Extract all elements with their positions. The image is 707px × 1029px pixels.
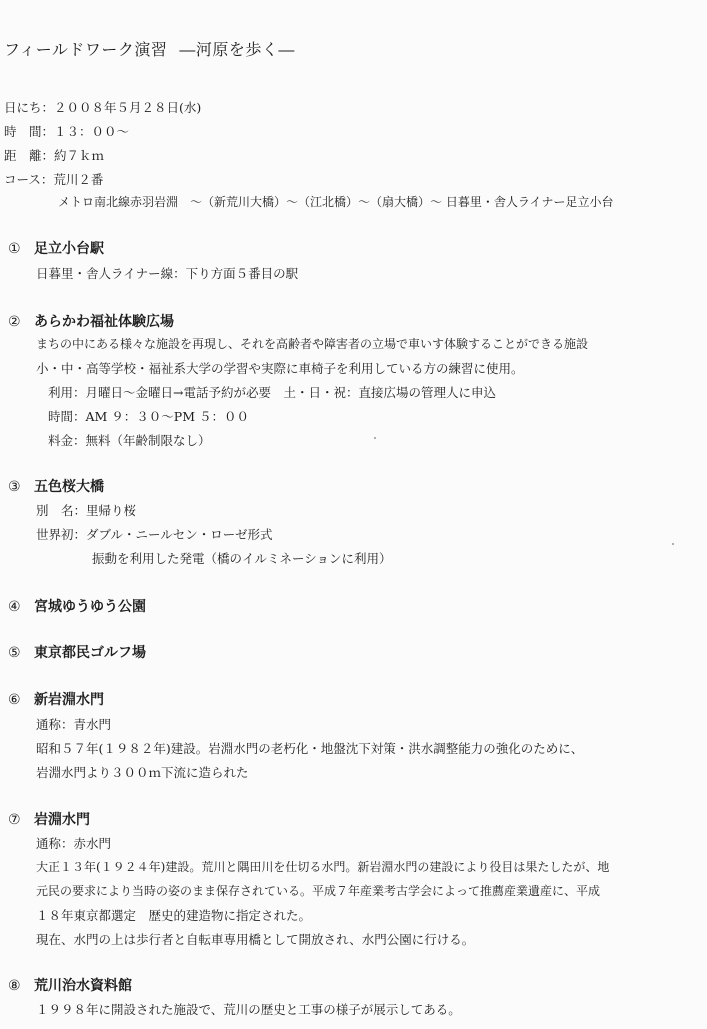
meta-date: 日にち：２００８年５月２８日(水) [4,100,202,115]
section-heading [8,689,104,709]
section-title: 東京都民ゴルフ場 [34,645,146,661]
section-title: 新岩淵水門 [34,692,104,708]
section-title: 五色桜大橋 [34,479,104,495]
section-number: ⑥ [8,692,21,708]
section-line: 世界初：ダブル・ニールセン・ローゼ形式 [36,527,273,542]
section-line: 利用：月曜日～金曜日→電話予約が必要 土・日・祝：直接広場の管理人に申込 [48,385,496,400]
section-heading [8,642,146,662]
section-heading [8,311,174,331]
section-number: ⑦ [8,812,21,828]
section-number: ① [8,241,21,257]
section-line: 別 名：里帰り桜 [36,503,137,518]
section-line: 日暮里・舎人ライナー線：下り方面５番目の駅 [36,266,299,281]
section-line: まちの中にある様々な施設を再現し、それを高齢者や障害者の立場で車いす体験することができる施設 [36,337,589,351]
section-line: 小・中・高等学校・福祉系大学の学習や実際に車椅子を利用している方の練習に使用。 [36,361,524,376]
section-title: 荒川治水資料館 [34,978,132,994]
document-title [4,37,295,60]
section-line: 時間：AM ９：３０～PM ５：００ [48,409,249,424]
title-main: フィールドワーク演習 [4,40,168,59]
scan-speck [374,437,376,439]
section-line: 大正１３年(１９２４年)建設。荒川と隅田川を仕切る水門。新岩淵水門の建設により役目は果たしたが、地 [36,860,610,874]
section-line: 昭和５７年(１９８２年)建設。岩淵水門の老朽化・地盤沈下対策・洪水調整能力の強化のために、 [36,741,584,756]
section-number: ⑤ [8,645,21,661]
section-line: 岩淵水門より３００ｍ下流に造られた [36,765,249,780]
meta-time: 時 間：１３：００～ [4,124,130,139]
section-number: ③ [8,479,21,495]
section-title: 宮城ゆうゆう公園 [34,599,146,615]
section-line: １９９８年に開設された施設で、荒川の歴史と工事の様子が展示してある。 [36,1002,461,1017]
section-number: ② [8,314,21,330]
section-line: 通称：青水門 [36,717,112,732]
section-line: 通称：赤水門 [36,836,112,851]
section-line: 料金：無料（年齢制限なし） [48,433,211,448]
section-line: 振動を利用した発電（橋のイルミネーションに利用） [92,551,392,566]
meta-route: メトロ南北線赤羽岩淵 ～（新荒川大橋）～（江北橋）～（扇大橋）～ 日暮里・舎人ライナー足立小台 [58,195,614,209]
section-heading [8,596,146,616]
meta-course: コース：荒川２番 [4,172,104,187]
section-title: あらかわ福祉体験広場 [34,314,174,330]
section-heading [8,975,132,995]
meta-distance: 距 離：約７ｋｍ [4,148,105,163]
section-heading [8,809,90,829]
section-line: 現在、水門の上は歩行者と自転車専用橋として開放され、水門公園に行ける。 [36,932,475,947]
scan-speck [672,543,674,545]
section-line: 元民の要求により当時の姿のまま保存されている。平成７年産業考古学会によって推薦産業遺産に、平成 [36,884,601,898]
title-subtitle: ―河原を歩く― [179,40,295,59]
section-title: 足立小台駅 [34,241,104,257]
section-title: 岩淵水門 [34,812,90,828]
section-number: ⑧ [8,978,21,994]
section-number: ④ [8,599,21,615]
section-heading [8,476,104,496]
section-line: １８年東京都選定 歴史的建造物に指定された。 [36,908,312,923]
section-heading [8,238,104,258]
